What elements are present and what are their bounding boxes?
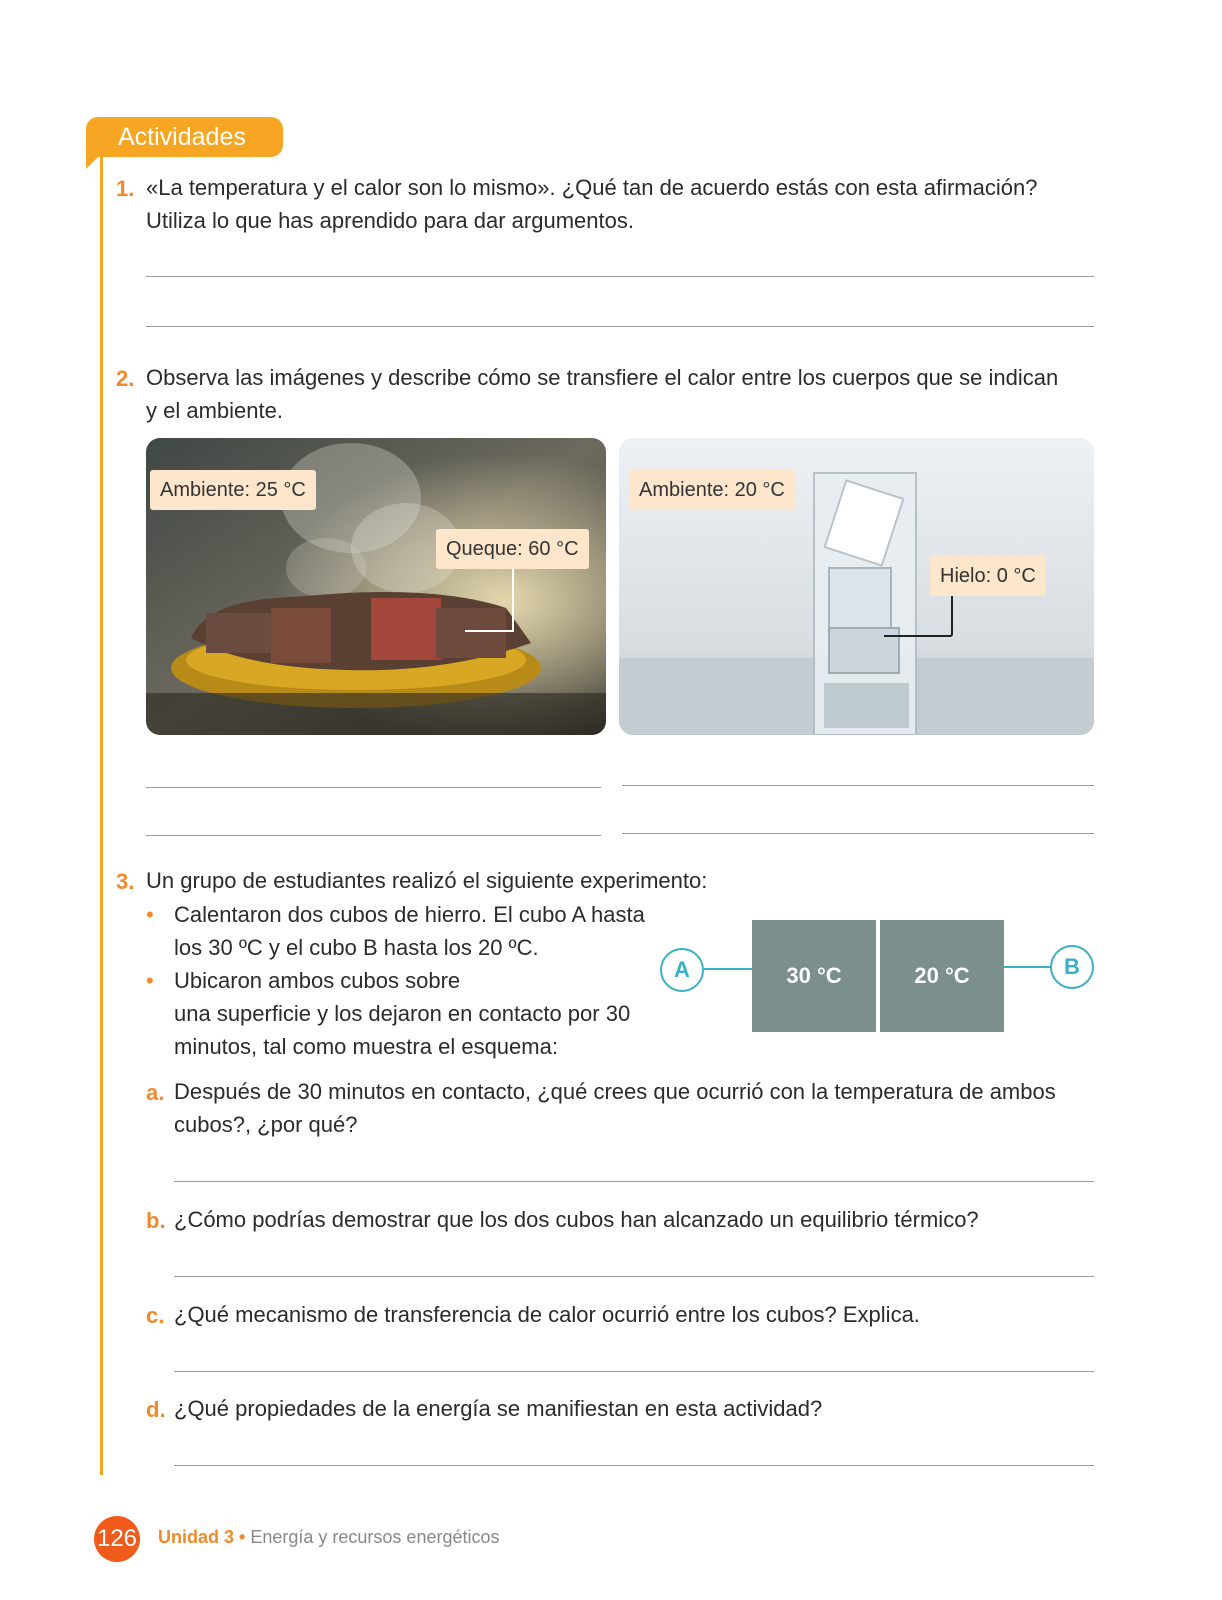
bullet-2-dot: • <box>146 968 154 993</box>
q1-number: 1. <box>116 176 135 201</box>
bullet-1-line1: Calentaron dos cubos de hierro. El cubo A hasta <box>174 902 645 927</box>
q3-intro: Un grupo de estudiantes realizó el siguiente experimento: <box>146 868 708 893</box>
connector-b <box>1004 966 1052 968</box>
q3-number: 3. <box>116 869 135 894</box>
q1-text-line2: Utiliza lo que has aprendido para dar argumentos. <box>146 208 634 233</box>
cube-b: 20 °C <box>880 920 1004 1032</box>
bullet-2-line3: minutos, tal como muestra el esquema: <box>174 1034 558 1059</box>
footer-unit: Unidad 3 <box>158 1527 235 1547</box>
q2-answer-right-line-2[interactable] <box>622 833 1094 834</box>
q3d-letter: d. <box>146 1397 166 1422</box>
bullet-1-dot: • <box>146 902 154 927</box>
q3b-letter: b. <box>146 1208 166 1233</box>
bullet-2-line2: una superficie y los dejaron en contacto por 30 <box>174 1001 631 1026</box>
label-b-circle: B <box>1050 945 1094 989</box>
label-cake: Queque: 60 °C <box>436 529 589 569</box>
q2-answer-right-line-1[interactable] <box>622 785 1094 786</box>
ice-pointer-line <box>884 596 954 638</box>
connector-a <box>704 968 752 970</box>
q3c-letter: c. <box>146 1303 165 1328</box>
label-a-circle: A <box>660 948 704 992</box>
q2-text-line2: y el ambiente. <box>146 398 283 423</box>
margin-accent-line <box>100 150 103 1475</box>
q1-answer-line-1[interactable] <box>146 276 1094 277</box>
q3a-line2: cubos?, ¿por qué? <box>174 1112 358 1137</box>
q2-text-line1: Observa las imágenes y describe cómo se transfiere el calor entre los cuerpos que se indican <box>146 365 1059 390</box>
q2-number: 2. <box>116 366 135 391</box>
q1-text-line1: «La temperatura y el calor son lo mismo». ¿Qué tan de acuerdo estás con esta afirmación? <box>146 175 1038 200</box>
bullet-2-line1: Ubicaron ambos cubos sobre <box>174 968 461 993</box>
q1-answer-line-2[interactable] <box>146 326 1094 327</box>
bullet-1-line2: los 30 ºC y el cubo B hasta los 20 ºC. <box>174 935 539 960</box>
page-number-badge: 126 <box>94 1516 140 1562</box>
q3b-text: ¿Cómo podrías demostrar que los dos cubos han alcanzado un equilibrio térmico? <box>174 1207 979 1232</box>
footer-separator: • <box>239 1527 246 1547</box>
footer-unit-title: Energía y recursos energéticos <box>250 1527 500 1547</box>
label-ambient-right: Ambiente: 20 °C <box>629 470 795 510</box>
section-tab-label: Actividades <box>118 123 246 151</box>
section-tab <box>86 117 283 157</box>
cake-pointer-line <box>465 569 515 633</box>
section-tab-corner <box>86 155 100 169</box>
q2-answer-left-line-2[interactable] <box>146 835 601 836</box>
q3c-answer-line[interactable] <box>174 1371 1094 1372</box>
label-ice: Hielo: 0 °C <box>930 556 1046 596</box>
q2-answer-left-line-1[interactable] <box>146 787 601 788</box>
q3a-line1: Después de 30 minutos en contacto, ¿qué crees que ocurrió con la temperatura de ambos <box>174 1079 1056 1104</box>
footer-unit-text <box>158 1527 500 1548</box>
q3d-text: ¿Qué propiedades de la energía se manifiestan en esta actividad? <box>174 1396 823 1421</box>
label-ambient-left: Ambiente: 25 °C <box>150 470 316 510</box>
q3a-answer-line[interactable] <box>174 1181 1094 1182</box>
q3c-text: ¿Qué mecanismo de transferencia de calor ocurrió entre los cubos? Explica. <box>174 1302 920 1327</box>
q3b-answer-line[interactable] <box>174 1276 1094 1277</box>
cube-a: 30 °C <box>752 920 876 1032</box>
q3a-letter: a. <box>146 1080 165 1105</box>
q3d-answer-line[interactable] <box>174 1465 1094 1466</box>
